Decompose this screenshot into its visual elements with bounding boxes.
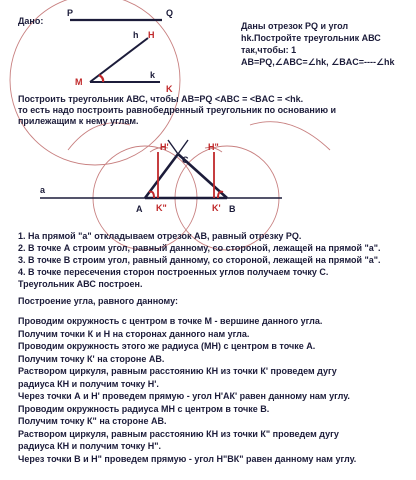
- label-p: P: [67, 8, 74, 18]
- label-K: K: [166, 84, 173, 94]
- procedure-line: Раствором циркуля, равным расстоянию КН из точки К' проведем дугу: [18, 366, 337, 376]
- label-line-a: a: [40, 185, 46, 195]
- given-line: hk.Постройте треугольник АВС: [241, 33, 381, 43]
- given-line: так,чтобы: 1: [241, 45, 297, 55]
- task-line: Построить треугольник АВС, чтобы АВ=PQ <ABC = <BAC = <hk.: [18, 94, 304, 104]
- step-line: 3. В точке В строим угол, равный данному, со стороной, лежащей на прямой "а".: [18, 255, 381, 265]
- procedure-line: радиуса КН и получим точку Н'.: [18, 378, 159, 389]
- task-line: прилежащим к нему углам.: [18, 116, 139, 126]
- label-k-double-prime: K": [156, 203, 167, 213]
- ray-ac-ext: [178, 140, 188, 154]
- procedure-line: Проводим окружность радиуса МН с центром в точке В.: [18, 403, 270, 414]
- label-h: h: [133, 30, 139, 40]
- label-h-prime: H': [160, 142, 169, 152]
- construction-steps: [18, 230, 381, 290]
- angle-arc-m: [99, 75, 103, 82]
- label-k: k: [150, 70, 156, 80]
- label-a: A: [136, 204, 143, 214]
- angle-construction-procedure: [18, 315, 356, 465]
- task-line: то есть надо построить равнобедренный треугольник по основанию и: [18, 105, 337, 115]
- step-line: Треугольник АВС построен.: [18, 279, 143, 289]
- procedure-line: радиуса КН и получим точку Н".: [18, 441, 161, 451]
- step-line: 1. На прямой "а" откладываем отрезок АВ, равный отрезку PQ.: [18, 231, 302, 241]
- label-q: Q: [166, 8, 174, 18]
- procedure-line: Раствором циркуля, равным расстоянию КН из точки К" проведем дугу: [18, 428, 339, 439]
- label-c: C: [182, 155, 189, 165]
- procedure-line: Через точки В и Н" проведем прямую - угол Н"ВК" равен данному нам углу.: [18, 453, 357, 464]
- task-statement: [18, 94, 336, 127]
- label-k-prime: K': [212, 203, 221, 213]
- given-line: AB=PQ,∠ABC=∠hk, ∠BAC=----∠hk: [241, 57, 395, 67]
- label-b: B: [229, 204, 236, 214]
- procedure-line: Проводим окружность этого же радиуса (МН) с центром в точке А.: [18, 341, 316, 351]
- procedure-line: Получим точку К' на стороне АВ.: [18, 353, 165, 364]
- angle-construction-heading: Построение угла, равного данному:: [18, 296, 178, 306]
- label-m: M: [75, 77, 83, 87]
- step-line: 2. В точке А строим угол, равный данному, со стороной, лежащей на прямой "а".: [18, 243, 381, 253]
- procedure-line: Проводим окружность с центром в точке М - вершине данного угла.: [18, 316, 323, 326]
- label-H: H: [148, 30, 155, 40]
- procedure-line: Получим точки К и Н на сторонах данного нам угла.: [18, 328, 250, 339]
- given-text: [241, 20, 395, 68]
- step-line: 4. В точке пересечения сторон построенных углов получаем точку С.: [18, 267, 329, 277]
- procedure-line: Через точки А и Н' проведем прямую - угол Н'АК' равен данному нам углу.: [18, 391, 350, 401]
- procedure-line: Получим точку К" на стороне АВ.: [18, 416, 167, 426]
- label-h-double-prime: H": [208, 142, 219, 152]
- ray-h: [90, 38, 148, 82]
- given-line: Даны отрезок PQ и угол: [241, 21, 349, 31]
- given-label: Дано:: [18, 16, 44, 26]
